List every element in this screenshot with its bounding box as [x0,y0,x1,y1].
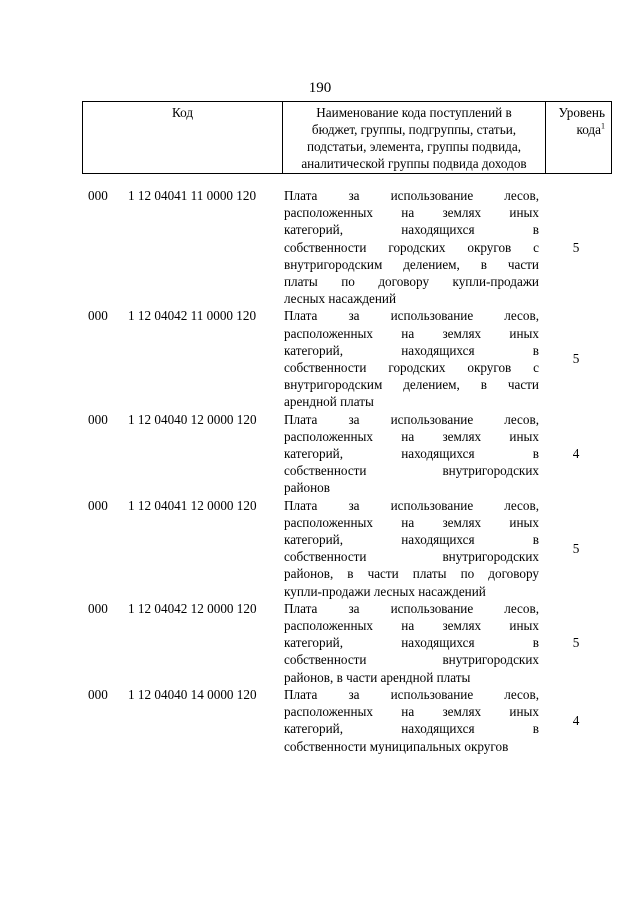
code-level: 5 [572,239,580,255]
table-row [0,187,640,307]
admin-code: 000 [88,686,108,702]
income-name-line: внутригородским делением, в части [284,256,539,272]
income-name-line: категорий, находящихся в [284,446,539,462]
income-name-line: собственности городских округов с [284,239,539,255]
income-name-line: собственности внутригородских [284,549,539,565]
table-header-row [83,102,612,174]
table-row [0,600,640,686]
code-level: 5 [572,351,580,367]
admin-code: 000 [88,308,108,324]
income-code: 1 12 04042 12 0000 120 [128,600,257,616]
code-level: 5 [572,540,580,556]
income-name-line: категорий, находящихся в [284,635,539,651]
header-level-line2: кода [576,122,601,137]
income-name [284,686,539,755]
income-name-line: расположенных на землях иных [284,205,539,221]
header-code [83,102,283,174]
income-name-line: собственности внутригородских [284,463,539,479]
admin-code: 000 [88,600,108,616]
admin-code: 000 [88,188,108,203]
income-name-line: собственности муниципальных округов [284,738,509,754]
income-name-line: расположенных на землях иных [284,428,539,444]
income-name-line: внутригородским делением, в части [284,377,539,393]
page-number: 190 [308,80,332,96]
income-name-line: собственности городских округов с [284,360,539,376]
income-name [284,600,539,686]
income-name-line: Плата за использование лесов, [284,308,539,324]
admin-code: 000 [88,411,108,427]
header-level-line1: Уровень [558,105,605,120]
income-name-line: Плата за использование лесов, [284,600,539,616]
header-level [546,102,612,174]
income-name-line: районов, в части платы по договору [284,566,539,582]
income-name-line: расположенных на землях иных [284,325,539,341]
table-row [0,686,640,755]
table-body [0,187,640,755]
table-row [0,307,640,410]
header-name-line: Наименование кода поступлений в [316,105,512,120]
income-code: 1 12 04041 11 0000 120 [128,188,257,203]
income-code: 1 12 04040 12 0000 120 [128,411,257,427]
income-name-line: Плата за использование лесов, [284,686,539,702]
code-level: 5 [572,635,580,651]
income-name-line: расположенных на землях иных [284,704,539,720]
header-name [283,102,546,174]
code-level: 4 [572,712,580,728]
income-name [284,497,539,600]
income-name [284,411,539,497]
table-header [82,101,612,174]
table-row [0,497,640,600]
income-code: 1 12 04040 14 0000 120 [128,686,257,702]
header-name-line: аналитической группы подвида доходов [301,156,527,171]
income-code: 1 12 04042 11 0000 120 [128,308,257,324]
code-level: 4 [572,446,580,462]
income-name-line: купли-продажи лесных насаждений [284,583,486,599]
income-name-line: платы по договору купли-продажи [284,274,539,290]
income-code: 1 12 04041 12 0000 120 [128,497,257,513]
income-name-line: категорий, находящихся в [284,721,539,737]
admin-code: 000 [88,497,108,513]
income-name-line: категорий, находящихся в [284,222,539,238]
income-name-line: категорий, находящихся в [284,342,539,358]
header-code-label: Код [171,105,194,120]
income-name-line: арендной платы [284,394,374,410]
income-name-line: Плата за использование лесов, [284,411,539,427]
header-name-line: подстатьи, элемента, группы подвида, [307,139,521,154]
income-name-line: Плата за использование лесов, [284,497,539,513]
header-name-line: бюджет, группы, подгруппы, статьи, [311,122,517,137]
income-name-line: расположенных на землях иных [284,618,539,634]
income-name-line: категорий, находящихся в [284,532,539,548]
income-name-line: лесных насаждений [284,291,397,307]
income-name [284,187,539,307]
income-name-line: районов [284,480,330,496]
table-row [0,411,640,497]
income-name-line: расположенных на землях иных [284,514,539,530]
income-name [284,307,539,410]
income-name-line: собственности внутригородских [284,652,539,668]
income-name-line: Плата за использование лесов, [284,188,539,203]
header-level-footnote: 1 [601,121,605,131]
income-name-line: районов, в части арендной платы [284,669,471,685]
